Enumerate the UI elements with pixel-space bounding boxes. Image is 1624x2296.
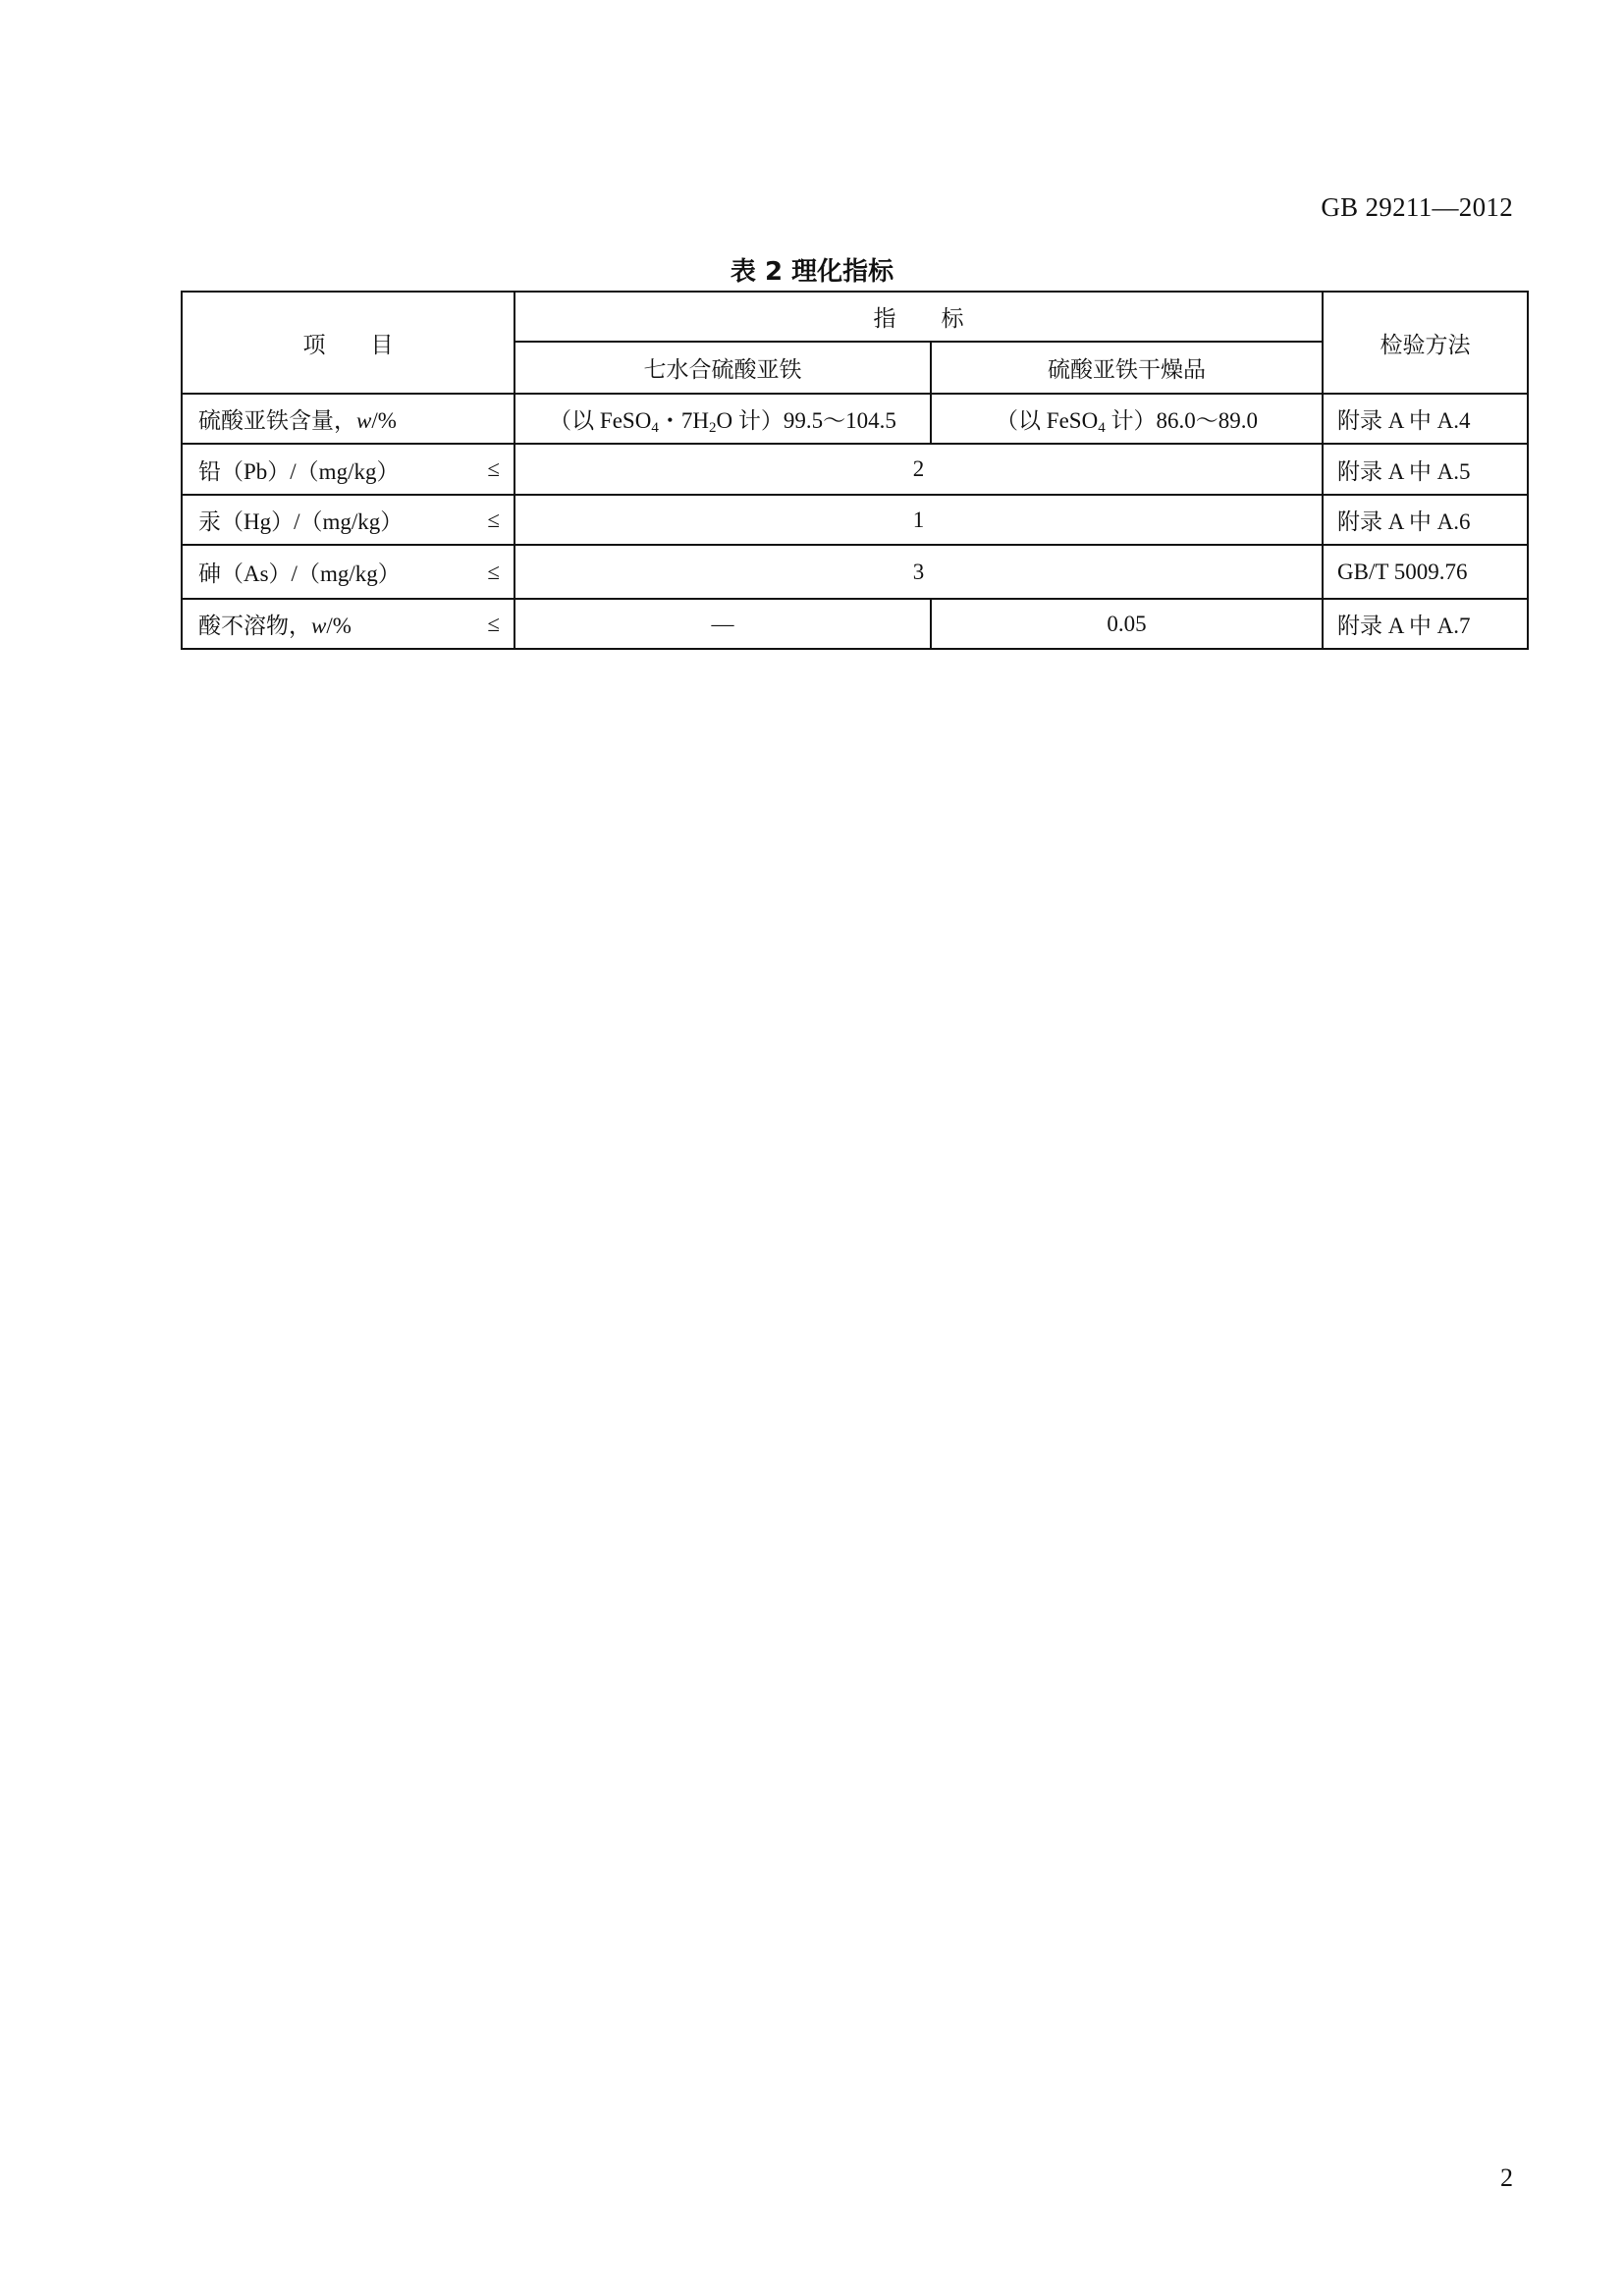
heptahydrate-content-value (514, 394, 931, 444)
unit-label: /% (326, 614, 352, 638)
table-header-row (182, 292, 1528, 342)
subscript: 4 (651, 420, 659, 436)
mercury-value: 1 (514, 495, 1323, 545)
page-number: 2 (1500, 2163, 1513, 2192)
value-mid: ・7H (658, 408, 709, 433)
table-caption: 表 2 理化指标 (730, 257, 894, 287)
value-prefix: （以 FeSO (996, 408, 1099, 433)
mass-fraction-symbol: w (356, 408, 372, 433)
subscript: 4 (1098, 420, 1106, 436)
method-content: 附录 A 中 A.4 (1323, 394, 1528, 444)
lead-value: 2 (514, 444, 1323, 495)
method-mercury: 附录 A 中 A.6 (1323, 495, 1528, 545)
item-label: 铅（Pb）/（mg/kg） (198, 458, 400, 484)
item-lead (182, 444, 514, 495)
subscript: 2 (708, 420, 717, 436)
table-row (182, 495, 1528, 545)
physicochemical-indicators-table (181, 291, 1529, 650)
header-dried: 硫酸亚铁干燥品 (931, 342, 1323, 394)
mass-fraction-symbol: w (311, 614, 327, 638)
limit-sign: ≤ (487, 559, 500, 584)
item-acid-insoluble (182, 599, 514, 649)
unit-label: /% (371, 408, 397, 433)
item-label: 汞（Hg）/（mg/kg） (198, 509, 404, 534)
item-mercury (182, 495, 514, 545)
table-row (182, 444, 1528, 495)
dried-content-value (931, 394, 1323, 444)
table-row (182, 394, 1528, 444)
limit-sign: ≤ (487, 507, 500, 532)
standard-code: GB 29211—2012 (1321, 192, 1513, 222)
acid-insoluble-heptahydrate-value: — (514, 599, 931, 649)
item-ferrous-sulfate-content (182, 394, 514, 444)
limit-sign: ≤ (487, 456, 500, 481)
header-indicator: 指 标 (514, 292, 1323, 342)
item-arsenic (182, 545, 514, 599)
value-suffix: 计）86.0～89.0 (1105, 408, 1258, 433)
limit-sign: ≤ (487, 611, 500, 636)
acid-insoluble-dried-value: 0.05 (931, 599, 1323, 649)
header-heptahydrate: 七水合硫酸亚铁 (514, 342, 931, 394)
header-method: 检验方法 (1323, 292, 1528, 394)
item-label: 硫酸亚铁含量， (198, 408, 356, 433)
arsenic-value: 3 (514, 545, 1323, 599)
table-row (182, 545, 1528, 599)
method-acid-insoluble: 附录 A 中 A.7 (1323, 599, 1528, 649)
method-lead: 附录 A 中 A.5 (1323, 444, 1528, 495)
item-label: 砷（As）/（mg/kg） (198, 561, 401, 586)
table-row (182, 599, 1528, 649)
value-prefix: （以 FeSO (549, 408, 652, 433)
header-item: 项 目 (182, 292, 514, 394)
item-label: 酸不溶物， (198, 614, 311, 638)
value-suffix: O 计）99.5～104.5 (716, 408, 896, 433)
method-arsenic: GB/T 5009.76 (1323, 545, 1528, 599)
